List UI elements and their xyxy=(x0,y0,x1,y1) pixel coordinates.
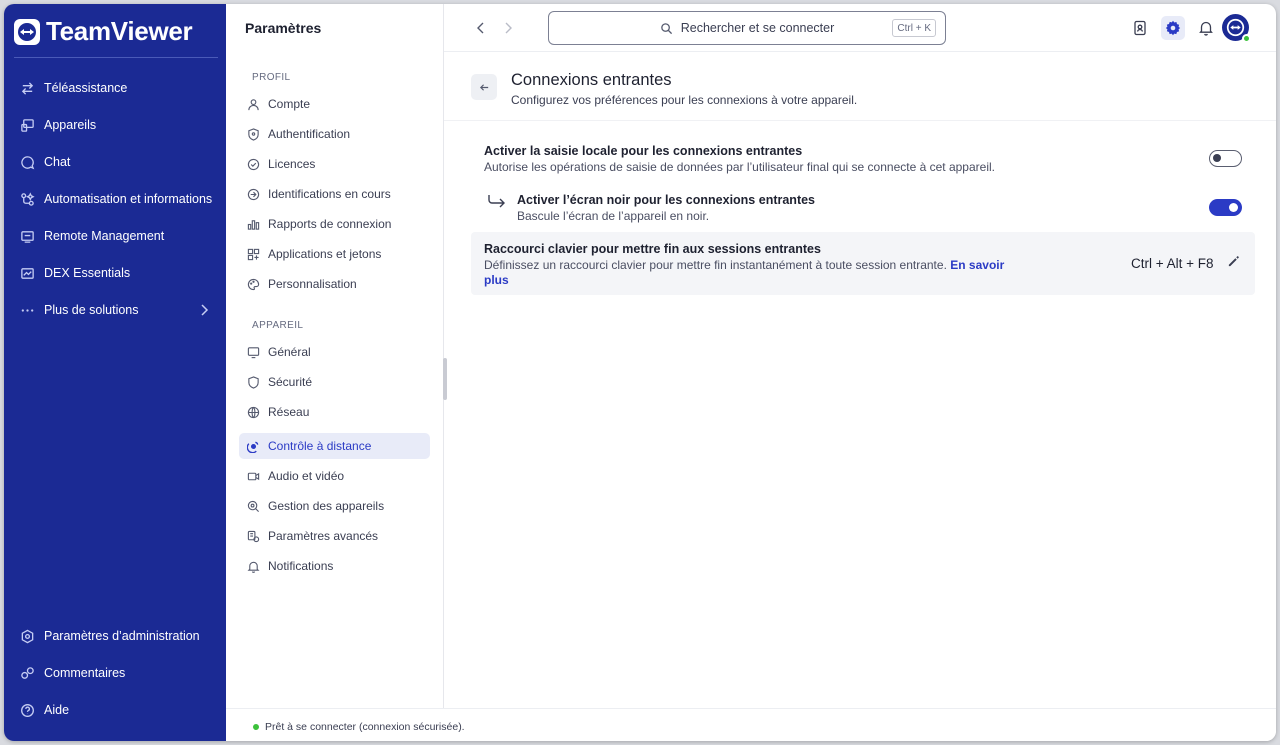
black-screen-description: Bascule l’écran de l’appareil en noir. xyxy=(517,209,710,223)
settings-item-label: Licences xyxy=(268,157,316,171)
settings-item-device-management[interactable] xyxy=(239,493,430,519)
settings-item-personalization[interactable] xyxy=(239,271,430,297)
settings-item-label: Rapports de connexion xyxy=(268,217,392,231)
bar-chart-icon xyxy=(247,218,260,231)
search-input[interactable] xyxy=(548,11,946,45)
search-icon xyxy=(660,22,673,35)
advanced-settings-icon xyxy=(247,530,260,543)
nav-item-label: Plus de solutions xyxy=(44,303,139,317)
arrow-left-icon xyxy=(479,82,490,93)
left-navigation xyxy=(4,4,226,741)
badge-check-icon xyxy=(247,158,260,171)
settings-item-account[interactable] xyxy=(239,91,430,117)
shield-icon xyxy=(247,376,260,389)
nav-item-label: Remote Management xyxy=(44,229,165,243)
teamviewer-logo[interactable] xyxy=(14,16,192,47)
search-shortcut-hint: Ctrl + K xyxy=(892,19,936,37)
device-management-icon xyxy=(247,500,260,513)
black-screen-setting xyxy=(517,193,1167,223)
status-bar xyxy=(226,708,1276,741)
local-input-title: Activer la saisie locale pour les connexions entrantes xyxy=(484,144,803,158)
user-icon xyxy=(247,98,260,111)
learn-more-text-1: En savoir xyxy=(950,258,1005,272)
settings-item-label: Authentification xyxy=(268,127,351,141)
local-input-setting xyxy=(484,144,1184,174)
settings-item-label: Applications et jetons xyxy=(268,247,382,261)
forward-arrow-button[interactable] xyxy=(499,19,517,37)
settings-item-label: Sécurité xyxy=(268,375,313,389)
settings-item-label: Identifications en cours xyxy=(268,187,391,201)
chat-icon xyxy=(20,155,35,170)
apps-grid-icon xyxy=(247,248,260,261)
settings-item-label: Compte xyxy=(268,97,311,111)
settings-item-label: Personnalisation xyxy=(268,277,357,291)
device-section-label: APPAREIL xyxy=(252,320,304,331)
admin-settings-icon xyxy=(20,629,35,644)
settings-item-audio-video[interactable] xyxy=(239,463,430,489)
globe-icon xyxy=(247,406,260,419)
bell-icon xyxy=(1199,20,1213,36)
nav-item-label: Téléassistance xyxy=(44,81,128,95)
logo-divider xyxy=(14,57,218,58)
chevron-right-icon xyxy=(198,303,210,317)
user-avatar[interactable] xyxy=(1222,14,1249,41)
contacts-button[interactable] xyxy=(1128,16,1152,40)
nav-item-chat[interactable] xyxy=(12,147,218,177)
nav-item-feedback[interactable] xyxy=(12,658,218,688)
settings-item-label: Réseau xyxy=(268,405,310,419)
nav-item-label: DEX Essentials xyxy=(44,266,131,280)
shortcut-title: Raccourci clavier pour mettre fin aux sessions entrantes xyxy=(484,242,821,256)
nav-item-automation[interactable] xyxy=(12,184,218,214)
teamviewer-logo-icon xyxy=(14,19,40,45)
settings-item-label: Général xyxy=(268,345,311,359)
online-status-dot xyxy=(1242,34,1251,43)
settings-item-remote-control[interactable] xyxy=(239,433,430,459)
connection-status-dot xyxy=(253,724,259,730)
contact-card-icon xyxy=(1133,20,1147,36)
notifications-button[interactable] xyxy=(1194,16,1218,40)
remote-management-icon xyxy=(20,229,35,244)
black-screen-toggle[interactable] xyxy=(1209,199,1242,216)
settings-item-apps-tokens[interactable] xyxy=(239,241,430,267)
devices-icon xyxy=(20,118,35,133)
settings-item-label: Notifications xyxy=(268,559,334,573)
settings-item-label: Contrôle à distance xyxy=(268,439,372,453)
profile-section-label: PROFIL xyxy=(252,72,291,83)
chevron-left-icon xyxy=(476,21,486,35)
nav-item-label: Appareils xyxy=(44,118,97,132)
nav-item-admin-settings[interactable] xyxy=(12,621,218,651)
settings-title: Paramètres xyxy=(245,20,322,36)
swap-arrows-icon xyxy=(20,81,35,96)
nav-item-more-solutions[interactable] xyxy=(12,295,218,325)
top-bar xyxy=(444,4,1276,52)
settings-item-label: Paramètres avancés xyxy=(268,529,379,543)
dex-icon xyxy=(20,266,35,281)
login-arrow-icon xyxy=(247,188,260,201)
nav-item-devices[interactable] xyxy=(12,110,218,140)
page-title: Connexions entrantes xyxy=(511,71,672,89)
nav-item-label: Automatisation et informations xyxy=(44,192,213,206)
shortcut-setting xyxy=(471,232,1255,295)
nav-item-label: Aide xyxy=(44,703,70,717)
settings-item-label: Audio et vidéo xyxy=(268,469,345,483)
palette-icon xyxy=(247,278,260,291)
settings-item-security[interactable] xyxy=(239,369,430,395)
nav-item-label: Commentaires xyxy=(44,666,126,680)
black-screen-title: Activer l’écran noir pour les connexions entrantes xyxy=(517,193,816,207)
nav-item-label: Paramètres d’administration xyxy=(44,629,200,643)
feedback-icon xyxy=(20,666,35,681)
settings-sidebar xyxy=(226,4,444,741)
connection-status-text: Prêt à se connecter (connexion sécurisée). xyxy=(265,721,465,733)
settings-item-active-logins[interactable] xyxy=(239,181,430,207)
video-camera-icon xyxy=(247,470,260,483)
shortcut-description: Définissez un raccourci clavier pour mettre fin instantanément à toute session entrante. xyxy=(484,258,947,272)
back-arrow-button[interactable] xyxy=(472,19,490,37)
brand-name: TeamViewer xyxy=(46,16,193,46)
teamviewer-avatar-icon xyxy=(1226,18,1245,37)
gear-icon xyxy=(1165,20,1181,36)
settings-item-advanced[interactable] xyxy=(239,523,430,549)
toggle-knob xyxy=(1213,154,1221,162)
settings-item-general[interactable] xyxy=(239,339,430,365)
bell-icon xyxy=(247,560,260,573)
pencil-icon[interactable] xyxy=(1227,255,1240,268)
learn-more-text-2: plus xyxy=(484,273,509,287)
chevron-right-icon xyxy=(503,21,513,35)
settings-button[interactable] xyxy=(1161,16,1185,40)
header-divider xyxy=(444,120,1276,121)
nav-item-dex-essentials[interactable] xyxy=(12,258,218,288)
more-icon xyxy=(20,303,35,318)
automation-icon xyxy=(20,192,35,207)
local-input-toggle[interactable] xyxy=(1209,150,1242,167)
local-input-description: Autorise les opérations de saisie de données par l’utilisateur final qui se connecte à cet appareil. xyxy=(484,160,995,174)
shortcut-keys: Ctrl + Alt + F8 xyxy=(1131,256,1214,271)
search-placeholder: Rechercher et se connecter xyxy=(680,21,835,35)
nav-item-help[interactable] xyxy=(12,695,218,725)
settings-item-notifications[interactable] xyxy=(239,553,430,579)
app-window xyxy=(4,4,1276,741)
monitor-icon xyxy=(247,346,260,359)
settings-item-licenses[interactable] xyxy=(239,151,430,177)
nav-item-teleassistance[interactable] xyxy=(12,73,218,103)
help-icon xyxy=(20,703,35,718)
settings-item-label: Gestion des appareils xyxy=(268,499,385,513)
sub-setting-arrow-icon xyxy=(487,193,507,209)
page-subtitle: Configurez vos préférences pour les connexions à votre appareil. xyxy=(511,93,858,107)
settings-item-network[interactable] xyxy=(239,399,430,425)
back-button[interactable] xyxy=(471,74,497,100)
settings-item-authentication[interactable] xyxy=(239,121,430,147)
nav-item-remote-management[interactable] xyxy=(12,221,218,251)
toggle-knob xyxy=(1229,203,1238,212)
nav-item-label: Chat xyxy=(44,155,71,169)
settings-item-connection-reports[interactable] xyxy=(239,211,430,237)
shield-icon xyxy=(247,128,260,141)
main-content xyxy=(444,52,1276,708)
shortcut-description-block xyxy=(484,258,1024,288)
remote-control-icon xyxy=(247,440,260,453)
